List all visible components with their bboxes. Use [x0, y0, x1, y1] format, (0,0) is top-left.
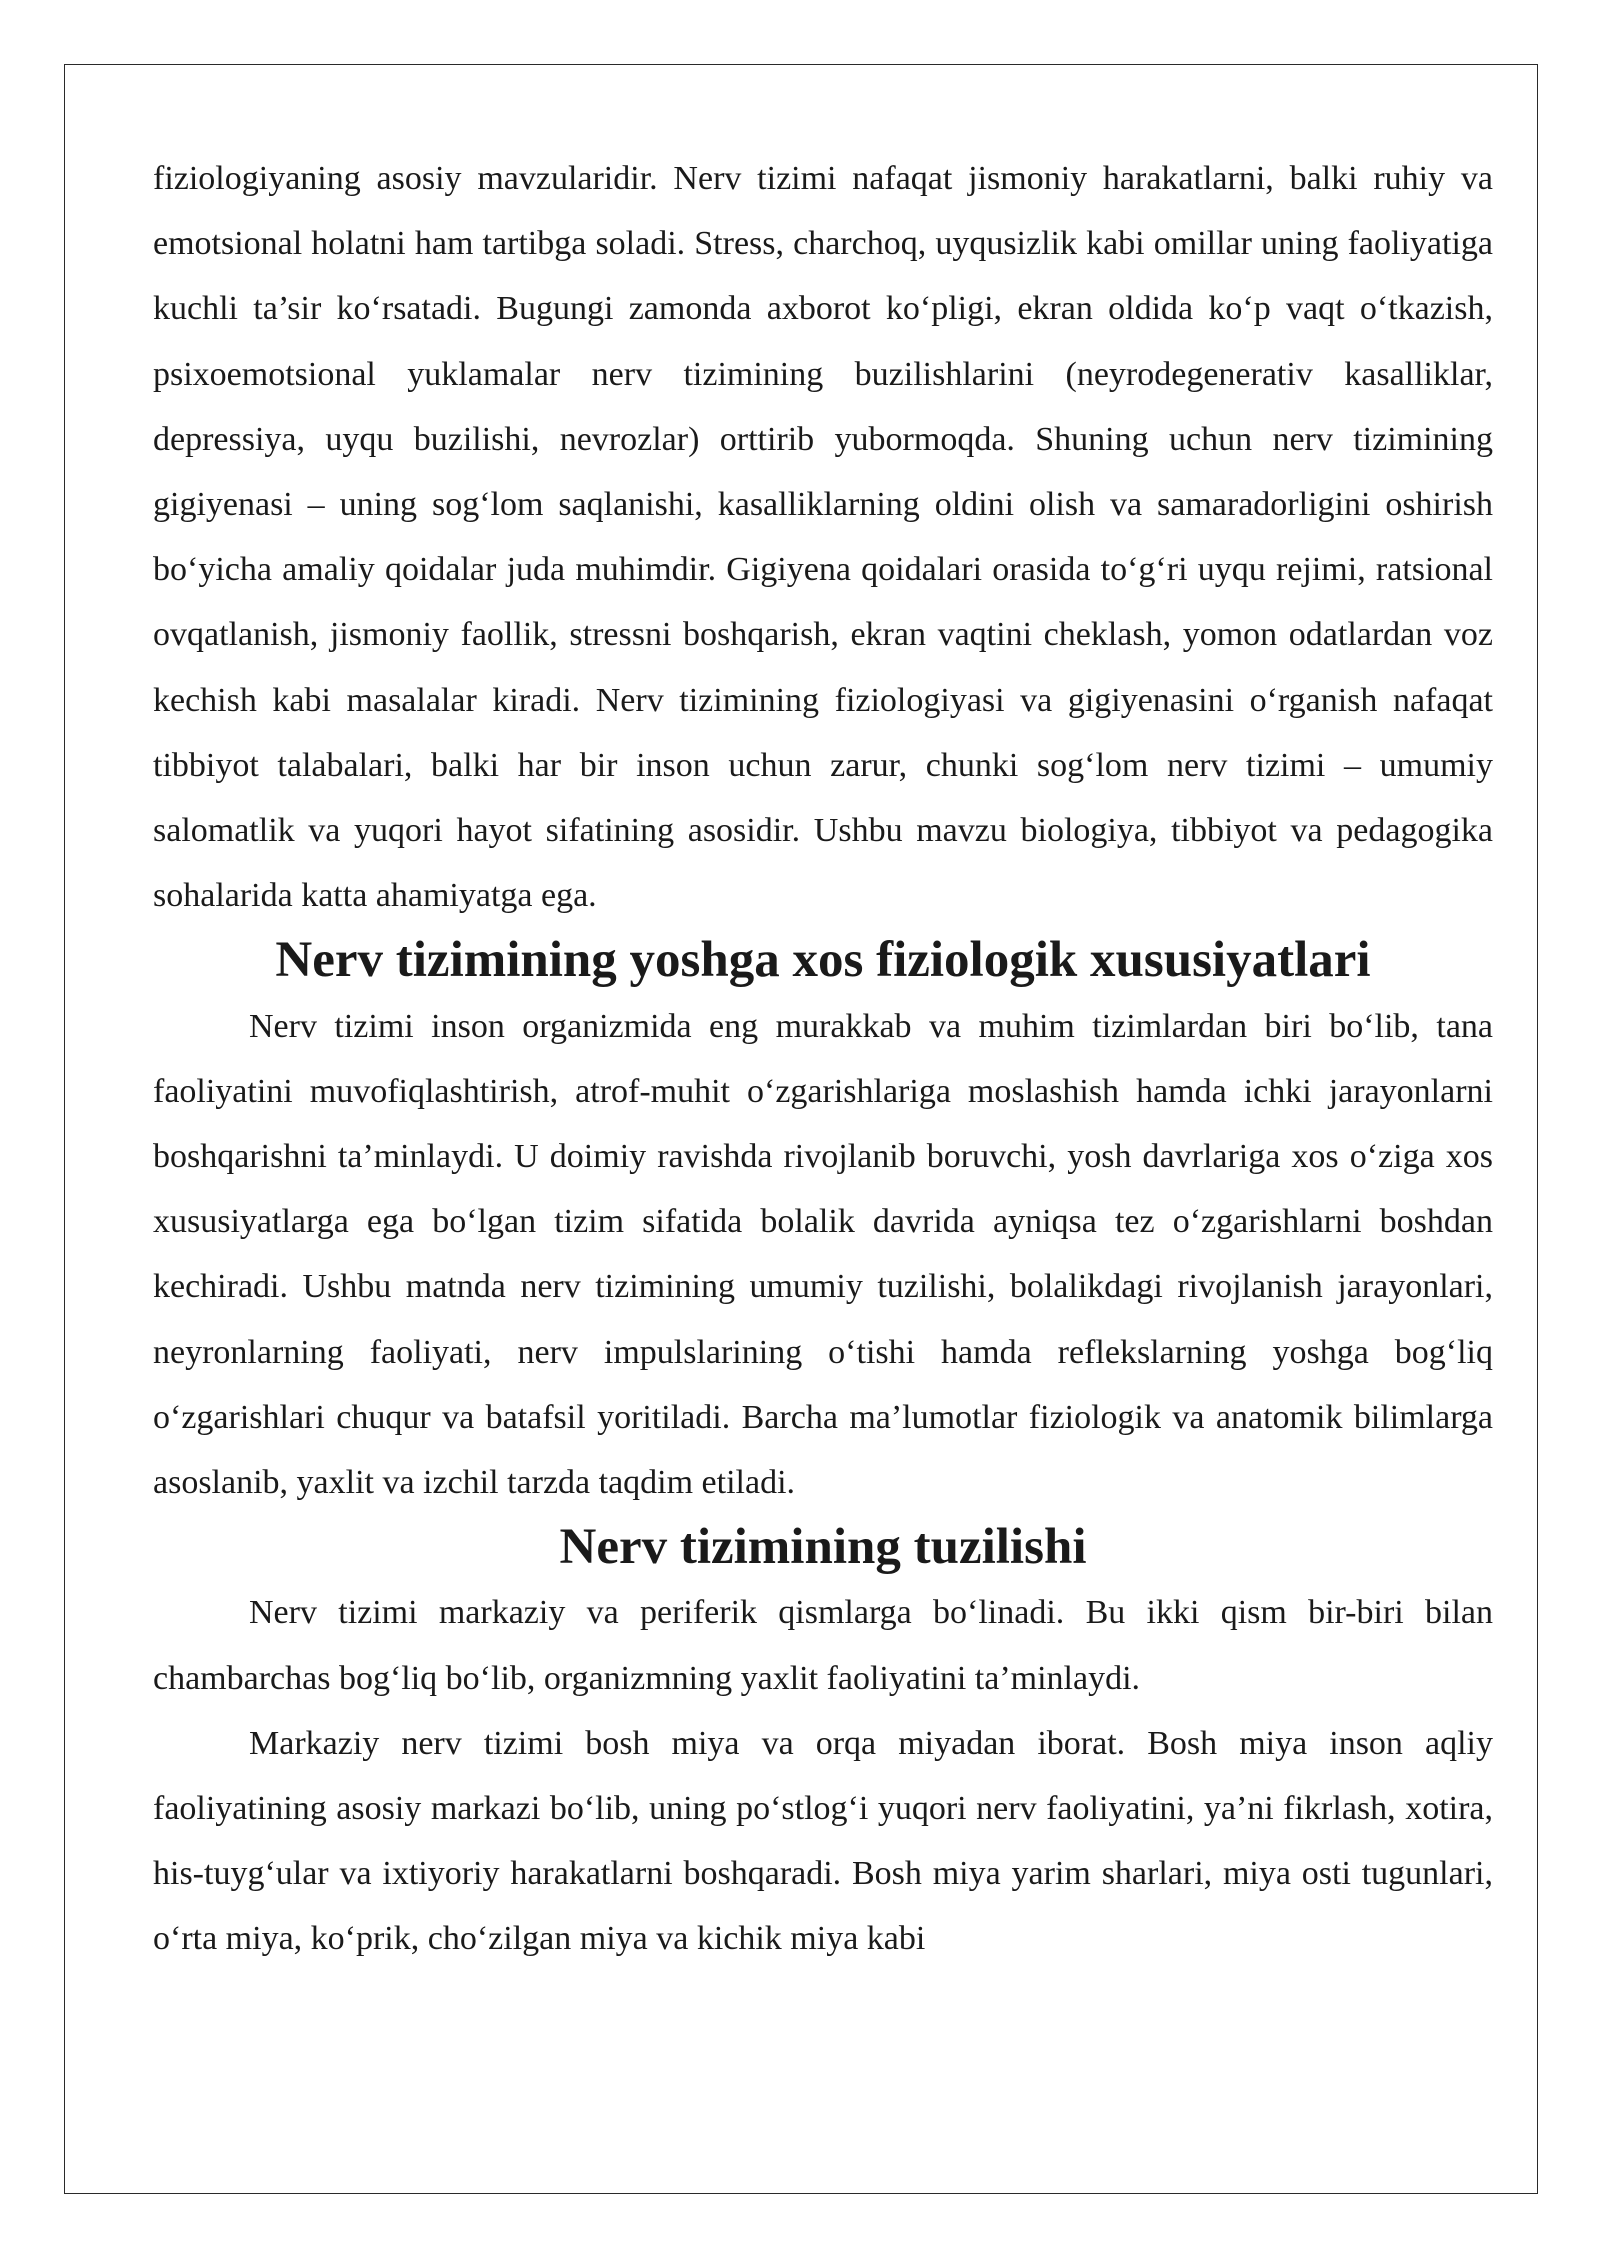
section-heading-structure: Nerv tizimining tuzilishi	[559, 1519, 1087, 1576]
paragraph-age-features: Nerv tizimi inson organizmida eng murakkab va muhim tizimlardan biri bo‘lib, tana faoliyatini muvofiqlashtirish, atrof-muhit o‘zgarishlariga moslashish hamda ichki jarayonlarni boshqarishni ta’minlaydi. U doimiy ravishda rivojlanib boruvchi, yosh davrlariga xos o‘ziga xos xususiyatlarga ega bo‘lgan tizim sifatida bolalik davrida ayniqsa tez o‘zgarishlarni boshdan kechiradi. Ushbu matnda nerv tizimining umumiy tuzilishi, bolalikdagi rivojlanish jarayonlari, neyronlarning faoliyati, nerv impulslarining o‘tishi hamda reflekslarning yoshga bog‘liq o‘zgarishlari chuqur va batafsil yoritiladi. Barcha ma’lumotlar fiziologik va anatomik bilimlarga asoslanib, yaxlit va izchil tarzda taqdim etiladi.	[153, 1007, 1493, 1502]
document-body	[153, 146, 1493, 1972]
paragraph-structure-overview: Nerv tizimi markaziy va periferik qismlarga bo‘linadi. Bu ikki qism bir-biri bilan chambarchas bog‘liq bo‘lib, organizmning yaxlit faoliyatini ta’minlaydi.	[153, 1594, 1493, 1697]
paragraph-central-nervous-system: Markaziy nerv tizimi bosh miya va orqa miyadan iborat. Bosh miya inson aqliy faoliyatining asosiy markazi bo‘lib, uning po‘stlog‘i yuqori nerv faoliyatini, ya’ni fikrlash, xotira, his-tuyg‘ular va ixtiyoriy harakatlarni boshqaradi. Bosh miya yarim sharlari, miya osti tugunlari, o‘rta miya, ko‘prik, cho‘zilgan miya va kichik miya kabi	[153, 1724, 1493, 1958]
paragraph-intro-continuation: fiziologiyaning asosiy mavzularidir. Nerv tizimi nafaqat jismoniy harakatlarni, balki ruhiy va emotsional holatni ham tartibga soladi. Stress, charchoq, uyqusizlik kabi omillar uning faoliyatiga kuchli ta’sir ko‘rsatadi. Bugungi zamonda axborot ko‘pligi, ekran oldida ko‘p vaqt o‘tkazish, psixoemotsional yuklamalar nerv tizimining buzilishlarini (neyrodegenerativ kasalliklar, depressiya, uyqu buzilishi, nevrozlar) orttirib yubormoqda. Shuning uchun nerv tizimining gigiyenasi – uning sog‘lom saqlanishi, kasalliklarning oldini olish va samaradorligini oshirish bo‘yicha amaliy qoidalar juda muhimdir. Gigiyena qoidalari orasida to‘g‘ri uyqu rejimi, ratsional ovqatlanish, jismoniy faollik, stressni boshqarish, ekran vaqtini cheklash, yomon odatlardan voz kechish kabi masalalar kiradi. Nerv tizimining fiziologiyasi va gigiyenasini o‘rganish nafaqat tibbiyot talabalari, balki har bir inson uchun zarur, chunki sog‘lom nerv tizimi – umumiy salomatlik va yuqori hayot sifatining asosidir. Ushbu mavzu biologiya, tibbiyot va pedagogika sohalarida katta ahamiyatga ega.	[153, 160, 1493, 915]
section-heading-age-features: Nerv tizimining yoshga xos fiziologik xususiyatlari	[275, 932, 1371, 989]
